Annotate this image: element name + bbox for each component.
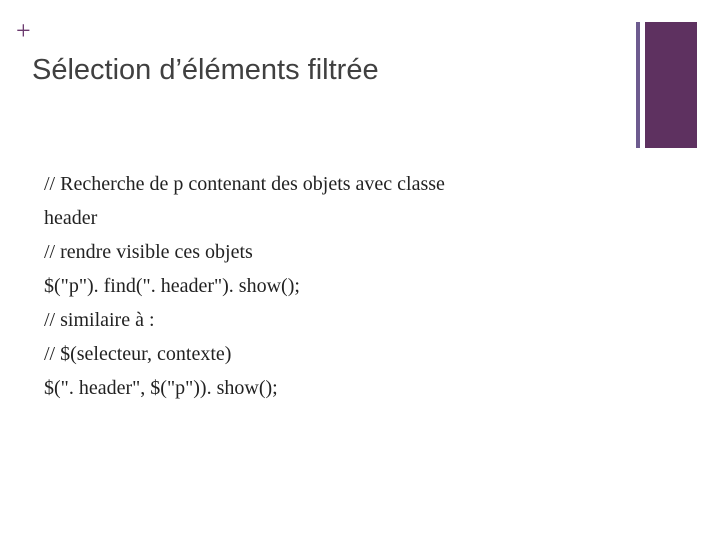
content-line: // similaire à : (44, 309, 155, 331)
content-line: $("p"). find(". header"). show(); (44, 275, 300, 297)
content-line: header (44, 207, 98, 229)
content-line: $(". header", $("p")). show(); (44, 377, 278, 399)
content-line: // rendre visible ces objets (44, 241, 253, 263)
slide-title: Sélection d’éléments filtrée (32, 54, 379, 86)
slide-content (44, 167, 604, 405)
accent-bar (645, 22, 697, 148)
content-line: // $(selecteur, contexte) (44, 343, 232, 365)
content-line: // Recherche de p contenant des objets avec classe (44, 173, 445, 195)
accent-stripe (636, 22, 640, 148)
plus-icon: + (16, 16, 31, 45)
